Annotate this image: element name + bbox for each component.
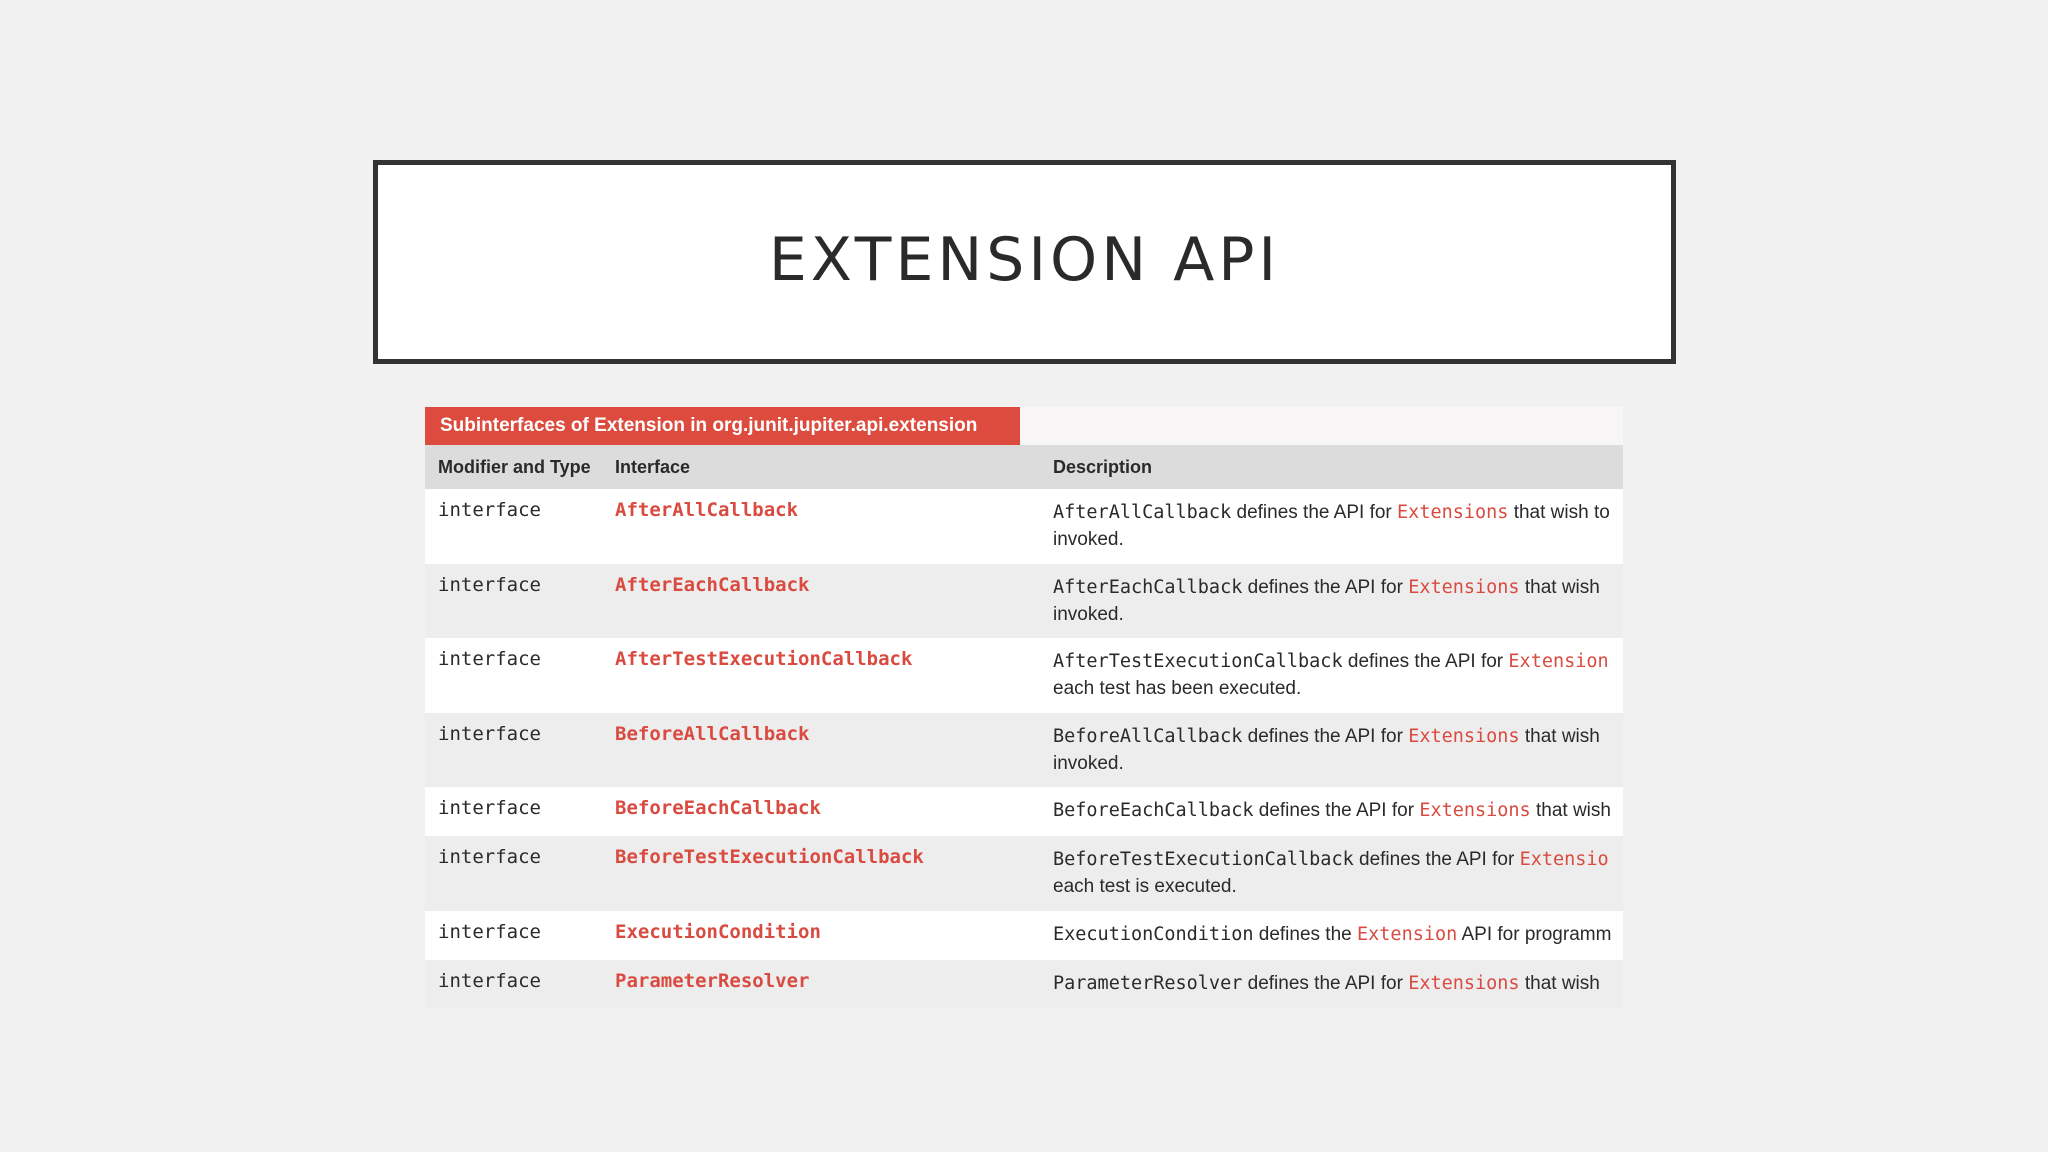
header-interface: Interface: [615, 457, 691, 477]
desc-code: AfterEachCallback: [1053, 576, 1243, 598]
row-description: [1053, 723, 1623, 777]
extension-link[interactable]: Extensions: [1408, 576, 1520, 598]
desc-line2: invoked.: [1053, 529, 1124, 550]
header-modifier: Modifier and Type: [438, 457, 591, 477]
table-row: [425, 960, 1623, 1009]
table-row: [425, 787, 1623, 836]
desc-code: ParameterResolver: [1053, 972, 1243, 994]
interface-link[interactable]: ParameterResolver: [615, 969, 810, 992]
row-modifier: interface: [438, 846, 541, 868]
desc-text: defines the API for: [1231, 502, 1398, 523]
desc-tail: that wish: [1519, 972, 1600, 994]
desc-tail: API for programm: [1457, 923, 1612, 945]
desc-code: AfterAllCallback: [1053, 502, 1232, 523]
row-description: [1053, 846, 1623, 900]
table-row: [425, 836, 1623, 911]
desc-text: defines the API for: [1242, 576, 1409, 598]
extension-link[interactable]: Extensions: [1397, 502, 1509, 523]
desc-code: BeforeAllCallback: [1053, 725, 1243, 747]
table-row: [425, 489, 1623, 564]
desc-text: defines the API for: [1353, 849, 1520, 870]
desc-line2: invoked.: [1053, 603, 1124, 625]
desc-tail: that wish: [1519, 576, 1600, 598]
interface-link[interactable]: BeforeAllCallback: [615, 722, 810, 745]
desc-text: defines the API for: [1242, 725, 1409, 747]
slide-title: EXTENSION API: [768, 225, 1281, 295]
desc-line2: invoked.: [1053, 752, 1124, 774]
subinterfaces-table: [425, 407, 1623, 1008]
row-description: [1053, 921, 1623, 948]
row-modifier: interface: [438, 573, 541, 596]
extension-link[interactable]: Extension: [1357, 923, 1458, 945]
row-description: [1053, 797, 1623, 824]
interface-link[interactable]: BeforeEachCallback: [615, 797, 821, 819]
table-body: [425, 489, 1623, 1008]
desc-line2: each test is executed.: [1053, 876, 1237, 897]
desc-tail: that wish: [1519, 725, 1600, 747]
row-description: [1053, 574, 1623, 628]
interface-link[interactable]: AfterEachCallback: [615, 573, 810, 596]
row-modifier: interface: [438, 499, 541, 521]
extension-link[interactable]: Extension: [1508, 651, 1609, 672]
row-description: [1053, 648, 1623, 702]
desc-code: BeforeTestExecutionCallback: [1053, 849, 1354, 870]
row-modifier: interface: [438, 969, 541, 992]
extension-link[interactable]: Extensions: [1408, 972, 1520, 994]
table-header-row: [425, 445, 1623, 489]
caption-spacer: [1020, 407, 1623, 445]
extension-link[interactable]: Extensions: [1419, 800, 1531, 821]
interface-link[interactable]: BeforeTestExecutionCallback: [615, 846, 924, 868]
table-row: [425, 911, 1623, 960]
row-modifier: interface: [438, 722, 541, 745]
desc-code: AfterTestExecutionCallback: [1053, 651, 1343, 672]
interface-link[interactable]: ExecutionCondition: [615, 920, 821, 943]
slide-title-box: [373, 160, 1676, 364]
header-description: Description: [1053, 457, 1153, 477]
desc-tail: that wish to: [1508, 502, 1610, 523]
desc-line2: each test has been executed.: [1053, 678, 1302, 699]
desc-tail: that wish: [1530, 800, 1611, 821]
desc-code: ExecutionCondition: [1053, 923, 1254, 945]
extension-link[interactable]: Extensio: [1519, 849, 1609, 870]
desc-text: defines the API for: [1342, 651, 1509, 672]
row-modifier: interface: [438, 797, 541, 819]
table-row: [425, 564, 1623, 639]
table-row: [425, 638, 1623, 713]
interface-link[interactable]: AfterTestExecutionCallback: [615, 648, 913, 670]
desc-text: defines the: [1253, 923, 1358, 945]
desc-text: defines the API for: [1253, 800, 1420, 821]
desc-text: defines the API for: [1242, 972, 1409, 994]
interface-link[interactable]: AfterAllCallback: [615, 499, 799, 521]
desc-code: BeforeEachCallback: [1053, 800, 1254, 821]
row-description: [1053, 499, 1623, 553]
row-modifier: interface: [438, 920, 541, 943]
table-caption: Subinterfaces of Extension in org.junit.jupiter.api.extension: [425, 407, 1020, 445]
row-modifier: interface: [438, 648, 541, 670]
extension-link[interactable]: Extensions: [1408, 725, 1520, 747]
table-row: [425, 713, 1623, 788]
row-description: [1053, 970, 1623, 997]
